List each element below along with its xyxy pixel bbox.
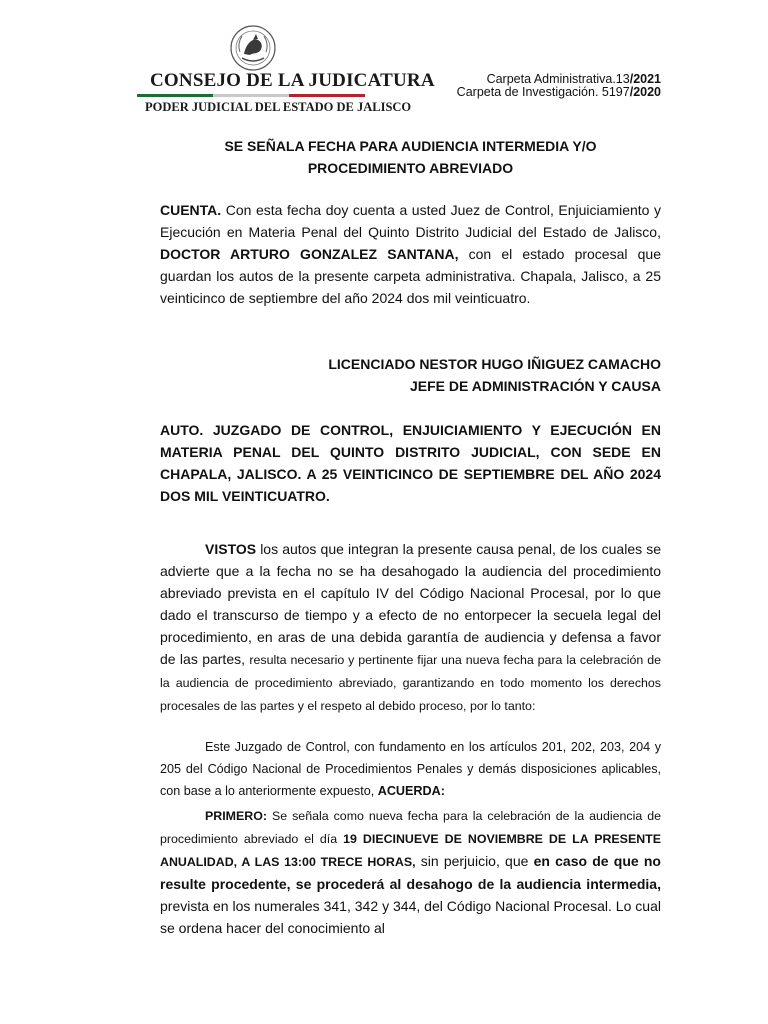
hearing-date: 19 DIECINUEVE DE NOVIEMBRE DE LA PRESENTE ANUALIDAD, A LAS 13:00 TRECE HORAS, [160, 832, 661, 869]
admin-folder-year: /2021 [629, 72, 661, 86]
investigation-folder-year: /2020 [629, 85, 661, 99]
auto-heading: AUTO. JUZGADO DE CONTROL, ENJUICIAMIENTO Y EJECUCIÓN EN MATERIA PENAL DEL QUINTO DISTRITO JUDICIAL, CON SEDE EN CHAPALA, JALISCO. A 25 VEINTICINCO DE SEPTIEMBRE DEL AÑO 2024 DOS MIL VEINTICUATRO. [160, 422, 661, 504]
admin-folder-label: Carpeta Administrativa.13 [486, 72, 630, 86]
cuenta-paragraph [160, 199, 661, 309]
primero-text-3: prevista en los numerales 341, 342 y 344, del Código Nacional Procesal. Lo cual se ordena hacer del conocimiento al [160, 898, 661, 936]
investigation-folder-label: Carpeta de Investigación. 5197 [456, 85, 630, 99]
coat-of-arms-seal-icon [222, 24, 284, 74]
judge-name: DOCTOR ARTURO GONZALEZ SANTANA, [160, 246, 459, 262]
vistos-lead: VISTOS [205, 541, 257, 557]
signatory-role: JEFE DE ADMINISTRACIÓN Y CAUSA [410, 378, 661, 394]
vistos-paragraph [160, 538, 661, 717]
title-line-2: PROCEDIMIENTO ABREVIADO [307, 160, 514, 176]
primero-text-2: sin perjuicio, que [415, 853, 534, 869]
flag-color-bar [137, 94, 365, 97]
vistos-text-1: los autos que integran la presente causa penal, de los cuales se advierte que a la fecha no se ha desahogado la audiencia del procedimiento abreviado prevista en el capítulo IV del Código Nacional Procesal, por lo que dado el transcurso de tiempo y a efecto de no entorpecer la secuela legal del procedimiento, en aras de una debida garantía de audiencia y defensa a favor de las partes, [160, 541, 661, 667]
fundamento-text: Este Juzgado de Control, con fundamento en los artículos 201, 202, 203, 204 y 205 del Código Nacional de Procedimientos Penales y demás disposiciones aplicables, con base a lo anteriormente expuesto, [160, 740, 661, 798]
signatory-name: LICENCIADO NESTOR HUGO IÑIGUEZ CAMACHO [328, 356, 661, 372]
intermediate-hearing-clause: en caso de que no resulte procedente, se procederá al desahogo de la audiencia intermedia, [160, 853, 661, 892]
acuerda-label: ACUERDA: [377, 784, 445, 798]
signatory-block [160, 353, 661, 397]
fundamento-paragraph [160, 736, 661, 802]
primero-text-1: Se señala como nueva fecha para la celebración de la audiencia de procedimiento abreviado el día [160, 809, 661, 846]
primero-lead: PRIMERO: [205, 809, 267, 823]
case-folder-numbers [457, 73, 661, 99]
cuenta-text-1: Con esta fecha doy cuenta a usted Juez de Control, Enjuiciamiento y Ejecución en Materia Penal del Quinto Distrito Judicial del Estado de Jalisco, [160, 202, 661, 240]
organization-title: CONSEJO DE LA JUDICATURA [150, 70, 435, 91]
title-line-1: SE SEÑALA FECHA PARA AUDIENCIA INTERMEDIA Y/O [224, 138, 597, 154]
vistos-text-2: resulta necesario y pertinente fijar una nueva fecha para la celebración de la audiencia de procedimiento abreviado, garantizando en todo momento los derechos procesales de las partes y el respeto al debido proceso, por lo tanto: [160, 653, 661, 713]
cuenta-text-2: con el estado procesal que guardan los autos de la presente carpeta administrativa. Chapala, Jalisco, a 25 veinticinco de septiembre del año 2024 dos mil veinticuatro. [160, 246, 661, 306]
document-title [160, 135, 661, 179]
cuenta-lead: CUENTA. [160, 202, 222, 218]
primero-paragraph [160, 804, 661, 939]
organization-subtitle: PODER JUDICIAL DEL ESTADO DE JALISCO [145, 100, 412, 114]
